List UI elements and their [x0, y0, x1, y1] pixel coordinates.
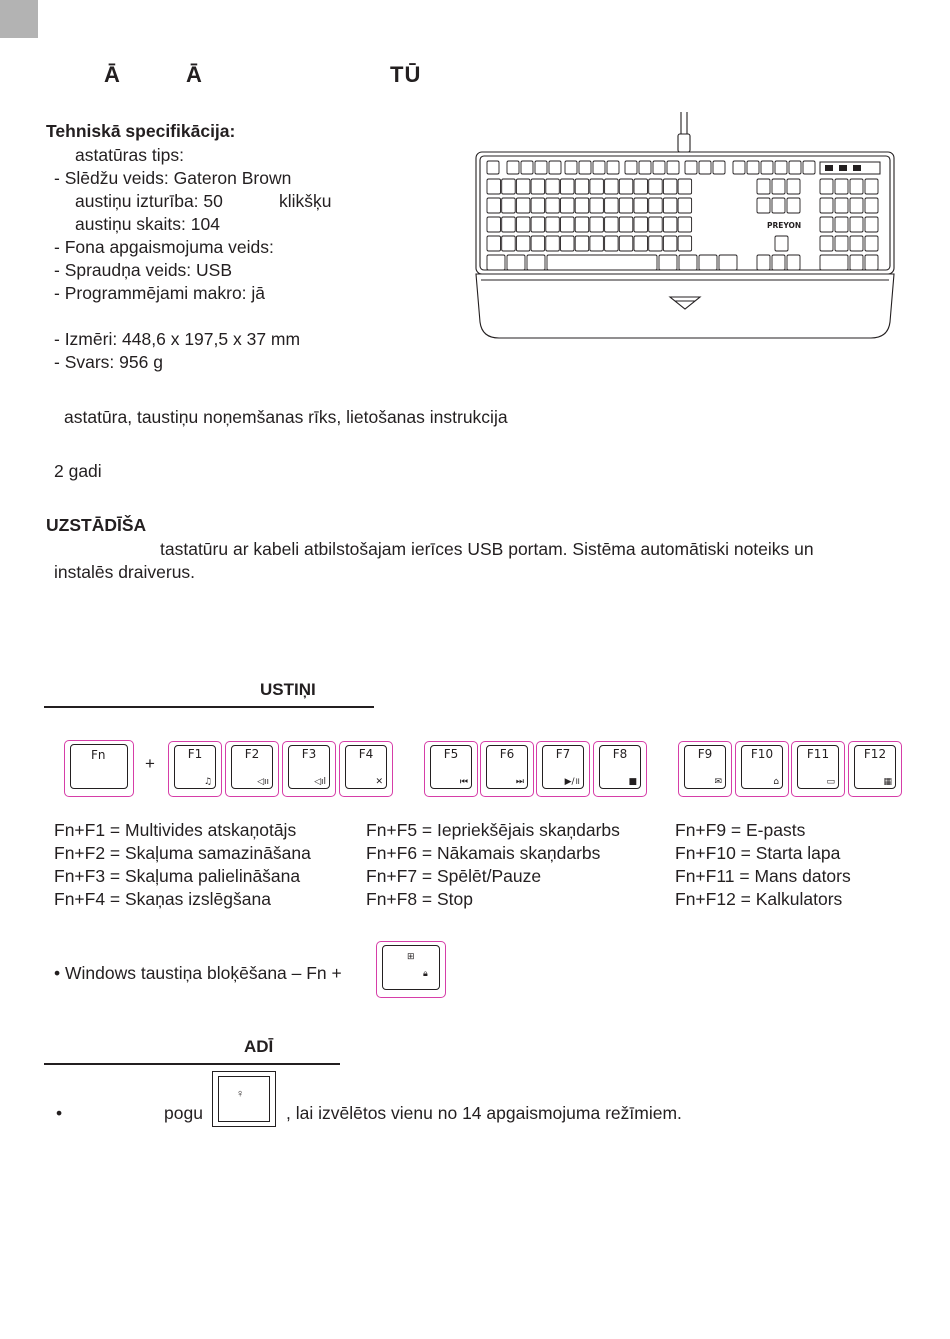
windows-logo-icon: ⊞: [407, 951, 415, 961]
computer-icon: ▭: [826, 777, 835, 787]
mail-icon: ✉: [714, 777, 722, 787]
home-icon: ⌂: [773, 777, 779, 787]
function-key-label: F6: [499, 747, 515, 761]
function-key-description: Fn+F6 = Nākamais skaņdarbs: [366, 843, 601, 863]
function-key-f5: [424, 741, 478, 797]
spec-line: - Programmējami makro: jā: [54, 283, 266, 303]
function-key-label: F5: [443, 747, 459, 761]
function-key-description: Fn+F5 = Iepriekšējais skaņdarbs: [366, 820, 620, 840]
spec-line: austiņu skaits: 104: [75, 214, 220, 234]
spec-line: - Slēdžu veids: Gateron Brown: [54, 168, 292, 188]
function-key-label: F8: [612, 747, 628, 761]
function-key-f8: [593, 741, 647, 797]
fkeys-section-title: USTIŅI: [260, 680, 316, 699]
mute-icon: ✕: [375, 777, 383, 787]
fkeys-section-rule: [44, 706, 374, 708]
spec-title: Tehniskā specifikācija:: [46, 121, 236, 141]
lighting-text-pre: pogu: [164, 1103, 203, 1123]
function-key-description: Fn+F11 = Mans dators: [675, 866, 851, 886]
install-title: UZSTĀDĪŠA: [46, 515, 147, 535]
function-key-f3: [282, 741, 336, 797]
function-key-label: F11: [806, 747, 830, 761]
next-track-icon: ⏭: [515, 777, 524, 787]
page-corner-marker: [0, 0, 38, 38]
volume-up-icon: ◁ıl: [314, 777, 326, 787]
install-line-1: tastatūru ar kabeli atbilstošajam ierīces USB portam. Sistēma automātiski noteiks un: [160, 539, 814, 559]
keyboard-brand-label: PREYON: [767, 221, 802, 230]
function-key-label: F4: [358, 747, 374, 761]
function-key-description: Fn+F2 = Skaļuma samazināšana: [54, 843, 311, 863]
play-pause-icon: ▶/॥: [564, 777, 580, 787]
package-contents: astatūra, taustiņu noņemšanas rīks, lietošanas instrukcija: [64, 407, 508, 427]
calculator-icon: ▦: [883, 777, 892, 787]
fn-key-label: Fn: [91, 748, 106, 762]
function-key-f2: [225, 741, 279, 797]
function-key-label: F1: [187, 747, 203, 761]
function-key-f11: [791, 741, 845, 797]
function-key-f9: [678, 741, 732, 797]
lighting-section-title: ADĪ: [244, 1037, 274, 1056]
header-letter-1: Ā: [104, 62, 121, 87]
spec-line: klikšķu: [279, 191, 332, 211]
lock-icon: 🔒︎: [423, 968, 428, 978]
lightbulb-icon: ♀: [236, 1088, 245, 1100]
keyboard-illustration: [475, 112, 895, 340]
function-key-label: F12: [863, 747, 887, 761]
function-key-label: F7: [555, 747, 571, 761]
function-key-label: F10: [750, 747, 774, 761]
previous-track-icon: ⏮: [459, 777, 468, 787]
lighting-section-rule: [44, 1063, 340, 1065]
function-key-description: Fn+F12 = Kalkulators: [675, 889, 843, 909]
music-note-icon: ♫: [203, 777, 212, 787]
windows-lock-text: • Windows taustiņa bloķēšana – Fn +: [54, 963, 342, 983]
lighting-bullet: •: [56, 1103, 63, 1123]
spec-line: - Svars: 956 g: [54, 352, 163, 372]
spec-line: - Fona apgaismojuma veids:: [54, 237, 274, 257]
plus-sign: +: [145, 754, 155, 773]
volume-down-icon: ◁ıı: [257, 777, 269, 787]
function-key-label: F9: [697, 747, 713, 761]
function-key-label: F3: [301, 747, 317, 761]
lighting-text-post: , lai izvēlētos vienu no 14 apgaismojuma režīmiem.: [286, 1103, 682, 1123]
spec-line: - Izmēri: 448,6 x 197,5 x 37 mm: [54, 329, 301, 349]
function-key-f10: [735, 741, 789, 797]
header-letter-3: TŪ: [390, 62, 422, 87]
function-key-description: Fn+F1 = Multivides atskaņotājs: [54, 820, 297, 840]
windows-key: [376, 941, 446, 998]
function-key-f4: [339, 741, 393, 797]
function-key-f7: [536, 741, 590, 797]
function-key-description: Fn+F8 = Stop: [366, 889, 474, 909]
lighting-mode-button: [212, 1071, 276, 1127]
function-key-description: Fn+F9 = E-pasts: [675, 820, 806, 840]
function-key-description: Fn+F10 = Starta lapa: [675, 843, 841, 863]
fn-key: [64, 740, 134, 797]
function-key-description: Fn+F3 = Skaļuma palielināšana: [54, 866, 301, 886]
function-key-description: Fn+F4 = Skaņas izslēgšana: [54, 889, 271, 909]
function-key-f1: [168, 741, 222, 797]
function-key-label: F2: [244, 747, 260, 761]
header-letter-2: Ā: [186, 62, 203, 87]
spec-line: - Spraudņa veids: USB: [54, 260, 233, 280]
install-line-2: instalēs draiverus.: [54, 562, 196, 582]
keyboard-drawing: [475, 112, 895, 340]
spec-line: austiņu izturība: 50: [75, 191, 223, 211]
function-key-f6: [480, 741, 534, 797]
function-key-description: Fn+F7 = Spēlēt/Pauze: [366, 866, 542, 886]
stop-icon: ■: [628, 777, 637, 787]
spec-line: astatūras tips:: [75, 145, 184, 165]
function-key-f12: [848, 741, 902, 797]
warranty-text: 2 gadi: [54, 461, 102, 481]
